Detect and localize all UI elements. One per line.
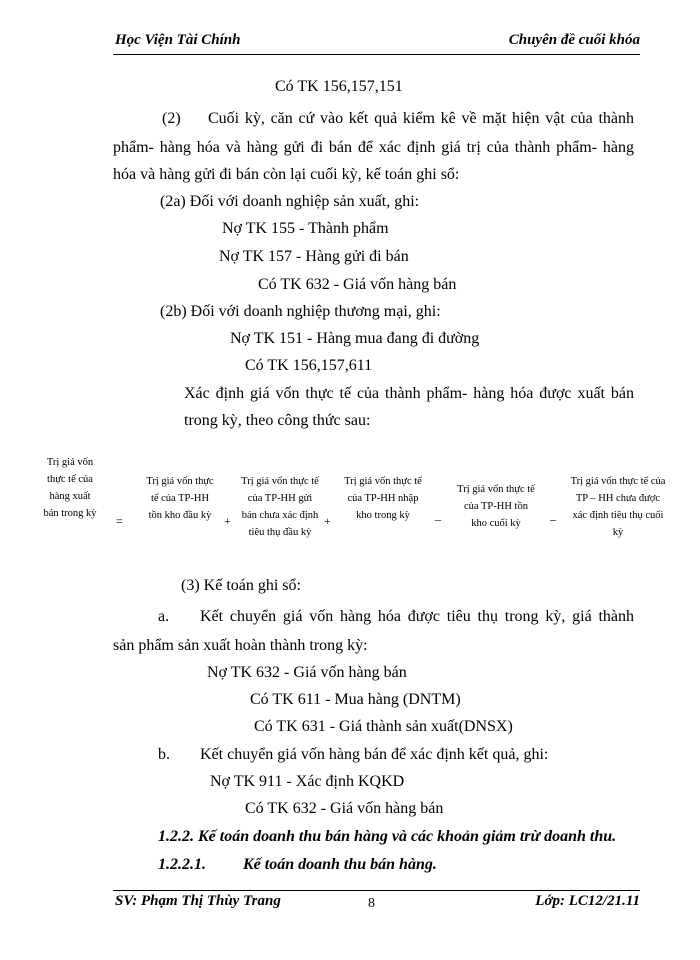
formula-plus-1: +	[224, 514, 231, 528]
formula-minus-1: _	[435, 508, 441, 522]
line-5: (2a) Đối với doanh nghiệp sản xuất, ghi:	[160, 193, 420, 210]
line-2: Cuối kỳ, căn cứ vào kết quả kiểm kê về mặt hiện vật của thành	[208, 110, 634, 127]
footer-class: Lớp: LC12/21.11	[535, 893, 640, 909]
line-8: Có TK 632 - Giá vốn hàng bán	[258, 276, 457, 293]
footer-student: SV: Phạm Thị Thùy Trang	[115, 893, 281, 909]
header-rule	[113, 54, 640, 55]
line-20-num: b.	[158, 746, 170, 763]
line-19: Có TK 631 - Giá thành sản xuất(DNSX)	[254, 718, 513, 735]
section-heading-1-2-2-1: Kế toán doanh thu bán hàng.	[243, 856, 437, 873]
section-heading-number: 1.2.2.1.	[158, 856, 206, 873]
line-13: trong kỳ, theo công thức sau:	[184, 412, 371, 429]
line-14: (3) Kế toán ghi sổ:	[181, 577, 301, 594]
header-left: Học Viện Tài Chính	[115, 32, 241, 48]
line-15-num: a.	[158, 608, 170, 625]
formula-plus-2: +	[324, 514, 331, 528]
line-15: Kết chuyển giá vốn hàng hóa được tiêu thụ trong kỳ, giá thành	[200, 608, 634, 625]
line-4: hóa và hàng gửi đi bán còn lại cuối kỳ, kế toán ghi sổ:	[113, 166, 460, 183]
line-21: Nợ TK 911 - Xác định KQKD	[210, 773, 405, 790]
formula-term-4: Trị giá vốn thực tế của TP-HH tồn kho cuối kỳ	[457, 484, 535, 529]
footer-rule	[113, 890, 640, 891]
formula-term-5: Trị giá vốn thực tế của TP – HH chưa được xác định tiêu thụ cuối kỳ	[570, 476, 666, 538]
line-2-num: (2)	[162, 110, 181, 127]
line-11: Có TK 156,157,611	[245, 357, 373, 374]
line-1: Có TK 156,157,151	[275, 78, 403, 95]
line-18: Có TK 611 - Mua hàng (DNTM)	[250, 691, 461, 708]
formula-term-2: Trị giá vốn thực tế của TP-HH gửi bán chưa xác định tiêu thụ đầu kỳ	[241, 476, 319, 538]
line-22: Có TK 632 - Giá vốn hàng bán	[245, 800, 444, 817]
line-9: (2b) Đối với doanh nghiệp thương mại, ghi:	[160, 303, 441, 320]
formula-minus-2: _	[550, 508, 556, 522]
formula-result: Trị giá vốn thực tế của hàng xuất bán trong kỳ	[43, 457, 97, 519]
header-right: Chuyên đề cuối khóa	[508, 32, 640, 48]
line-12: Xác định giá vốn thực tế của thành phẩm- hàng hóa được xuất bán	[184, 385, 634, 402]
line-16: sản phẩm sản xuất hoàn thành trong kỳ:	[113, 637, 368, 654]
line-7: Nợ TK 157 - Hàng gửi đi bán	[219, 248, 409, 265]
line-10: Nợ TK 151 - Hàng mua đang đi đường	[230, 330, 480, 347]
formula-term-1: Trị giá vốn thực tế của TP-HH tồn kho đầu kỳ	[146, 476, 214, 521]
line-6: Nợ TK 155 - Thành phẩm	[222, 220, 389, 237]
line-17: Nợ TK 632 - Giá vốn hàng bán	[207, 664, 407, 681]
line-20: Kết chuyển giá vốn hàng bán để xác định kết quả, ghi:	[200, 746, 549, 763]
formula-equals: =	[116, 514, 123, 528]
section-heading-1-2-2: 1.2.2. Kế toán doanh thu bán hàng và các khoản giảm trừ doanh thu.	[158, 828, 617, 845]
page-number: 8	[368, 896, 375, 911]
line-3: phẩm- hàng hóa và hàng gửi đi bán để xác định giá trị của thành phẩm- hàng	[113, 139, 634, 156]
formula-term-3: Trị giá vốn thực tế của TP-HH nhập kho trong kỳ	[344, 476, 422, 521]
